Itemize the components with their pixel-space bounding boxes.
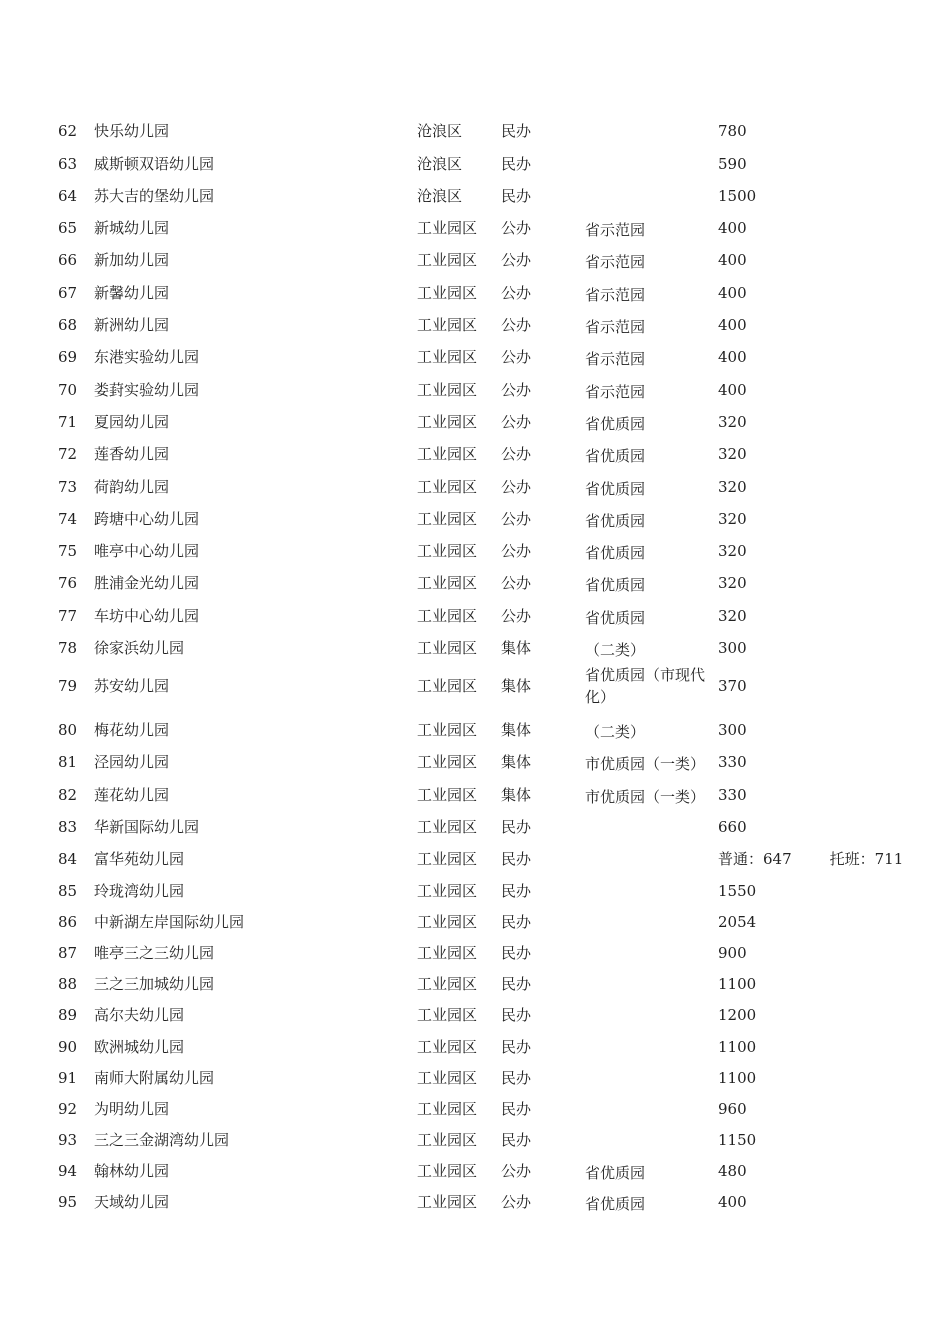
quality-level: 省优质园	[585, 609, 646, 627]
kindergarten-name: 快乐幼儿园	[94, 122, 170, 140]
district: 工业园区	[417, 1100, 478, 1118]
quality-level: 省优质园	[585, 447, 646, 465]
quality-level: 省示范园	[585, 383, 646, 401]
row-number: 69	[58, 348, 78, 366]
district: 工业园区	[417, 721, 478, 739]
row-number: 62	[58, 122, 78, 140]
district: 沧浪区	[417, 122, 463, 140]
ownership-type: 民办	[501, 1038, 532, 1056]
district: 工业园区	[417, 381, 478, 399]
kindergarten-name: 天域幼儿园	[94, 1193, 170, 1211]
ownership-type: 公办	[501, 381, 532, 399]
district: 工业园区	[417, 1006, 478, 1024]
ownership-type: 公办	[501, 542, 532, 560]
district: 工业园区	[417, 818, 478, 836]
row-number: 76	[58, 574, 78, 592]
kindergarten-name: 高尔夫幼儿园	[94, 1006, 185, 1024]
monthly-fee: 780	[718, 122, 747, 140]
district: 工业园区	[417, 753, 478, 771]
kindergarten-name: 华新国际幼儿园	[94, 818, 200, 836]
ownership-type: 公办	[501, 1162, 532, 1180]
monthly-fee: 900	[718, 944, 747, 962]
district: 工业园区	[417, 251, 478, 269]
monthly-fee: 320	[718, 607, 747, 625]
row-number: 73	[58, 478, 78, 496]
kindergarten-name: 三之三金湖湾幼儿园	[94, 1131, 230, 1149]
ownership-type: 公办	[501, 510, 532, 528]
district: 工业园区	[417, 1038, 478, 1056]
quality-level: 省优质园	[585, 1195, 646, 1213]
district: 工业园区	[417, 786, 478, 804]
district: 工业园区	[417, 975, 478, 993]
row-number: 71	[58, 413, 78, 431]
row-number: 74	[58, 510, 78, 528]
row-number: 64	[58, 187, 78, 205]
monthly-fee: 330	[718, 786, 747, 804]
row-number: 86	[58, 913, 78, 931]
monthly-fee: 400	[718, 251, 747, 269]
kindergarten-name: 新馨幼儿园	[94, 284, 170, 302]
ownership-type: 公办	[501, 251, 532, 269]
row-number: 78	[58, 639, 78, 657]
quality-level: 省优质园	[585, 512, 646, 530]
monthly-fee	[718, 850, 938, 868]
row-number: 92	[58, 1100, 78, 1118]
monthly-fee: 300	[718, 639, 747, 657]
ownership-type: 公办	[501, 445, 532, 463]
row-number: 65	[58, 219, 78, 237]
monthly-fee: 590	[718, 155, 747, 173]
ownership-type: 民办	[501, 187, 532, 205]
kindergarten-name: 南师大附属幼儿园	[94, 1069, 215, 1087]
kindergarten-name: 徐家浜幼儿园	[94, 639, 185, 657]
row-number: 89	[58, 1006, 78, 1024]
kindergarten-name: 娄葑实验幼儿园	[94, 381, 200, 399]
quality-level: 省优质园	[585, 480, 646, 498]
monthly-fee: 400	[718, 316, 747, 334]
quality-level: 市优质园（一类）	[585, 755, 706, 773]
kindergarten-name: 车坊中心幼儿园	[94, 607, 200, 625]
district: 工业园区	[417, 574, 478, 592]
ownership-type: 集体	[501, 721, 532, 739]
kindergarten-name: 苏安幼儿园	[94, 677, 170, 695]
row-number: 85	[58, 882, 78, 900]
row-number: 95	[58, 1193, 78, 1211]
monthly-fee: 330	[718, 753, 747, 771]
row-number: 79	[58, 677, 78, 695]
ownership-type: 民办	[501, 122, 532, 140]
fee-regular: 普通：647	[718, 850, 792, 868]
kindergarten-name: 唯亭中心幼儿园	[94, 542, 200, 560]
row-number: 75	[58, 542, 78, 560]
ownership-type: 民办	[501, 1100, 532, 1118]
row-number: 93	[58, 1131, 78, 1149]
row-number: 66	[58, 251, 78, 269]
district: 工业园区	[417, 944, 478, 962]
quality-level: （二类）	[585, 641, 646, 659]
district: 工业园区	[417, 316, 478, 334]
monthly-fee: 1100	[718, 1069, 757, 1087]
kindergarten-name: 富华苑幼儿园	[94, 850, 185, 868]
monthly-fee: 320	[718, 478, 747, 496]
monthly-fee: 1200	[718, 1006, 757, 1024]
district: 工业园区	[417, 478, 478, 496]
monthly-fee: 1500	[718, 187, 757, 205]
district: 工业园区	[417, 348, 478, 366]
row-number: 77	[58, 607, 78, 625]
monthly-fee: 480	[718, 1162, 747, 1180]
ownership-type: 公办	[501, 219, 532, 237]
district: 沧浪区	[417, 155, 463, 173]
kindergarten-name: 新加幼儿园	[94, 251, 170, 269]
kindergarten-name: 梅花幼儿园	[94, 721, 170, 739]
ownership-type: 公办	[501, 348, 532, 366]
monthly-fee: 400	[718, 1193, 747, 1211]
kindergarten-name: 苏大吉的堡幼儿园	[94, 187, 215, 205]
row-number: 88	[58, 975, 78, 993]
kindergarten-name: 中新湖左岸国际幼儿园	[94, 913, 245, 931]
monthly-fee: 320	[718, 542, 747, 560]
monthly-fee: 320	[718, 574, 747, 592]
quality-level: 省优质园	[585, 576, 646, 594]
district: 工业园区	[417, 913, 478, 931]
ownership-type: 公办	[501, 607, 532, 625]
kindergarten-name: 泾园幼儿园	[94, 753, 170, 771]
district: 工业园区	[417, 1069, 478, 1087]
row-number: 67	[58, 284, 78, 302]
district: 工业园区	[417, 1193, 478, 1211]
quality-level: 省优质园（市现代化）	[585, 666, 706, 706]
kindergarten-name: 跨塘中心幼儿园	[94, 510, 200, 528]
district: 工业园区	[417, 413, 478, 431]
row-number: 94	[58, 1162, 78, 1180]
district: 工业园区	[417, 284, 478, 302]
district: 工业园区	[417, 677, 478, 695]
row-number: 90	[58, 1038, 78, 1056]
kindergarten-name: 为明幼儿园	[94, 1100, 170, 1118]
row-number: 70	[58, 381, 78, 399]
monthly-fee: 320	[718, 413, 747, 431]
quality-level: 省示范园	[585, 286, 646, 304]
monthly-fee: 370	[718, 677, 747, 695]
monthly-fee: 1100	[718, 1038, 757, 1056]
kindergarten-name: 新洲幼儿园	[94, 316, 170, 334]
kindergarten-name: 翰林幼儿园	[94, 1162, 170, 1180]
monthly-fee: 320	[718, 510, 747, 528]
district: 工业园区	[417, 1131, 478, 1149]
row-number: 81	[58, 753, 78, 771]
ownership-type: 公办	[501, 1193, 532, 1211]
district: 工业园区	[417, 510, 478, 528]
fee-nursery: 托班：711	[829, 850, 904, 868]
ownership-type: 民办	[501, 155, 532, 173]
ownership-type: 民办	[501, 944, 532, 962]
row-number: 91	[58, 1069, 78, 1087]
kindergarten-name: 新城幼儿园	[94, 219, 170, 237]
ownership-type: 民办	[501, 1006, 532, 1024]
district: 工业园区	[417, 542, 478, 560]
ownership-type: 集体	[501, 677, 532, 695]
ownership-type: 民办	[501, 818, 532, 836]
ownership-type: 民办	[501, 1131, 532, 1149]
quality-level: 市优质园（一类）	[585, 788, 706, 806]
monthly-fee: 400	[718, 284, 747, 302]
quality-level: 省示范园	[585, 318, 646, 336]
quality-level: 省示范园	[585, 253, 646, 271]
district: 工业园区	[417, 1162, 478, 1180]
district: 工业园区	[417, 882, 478, 900]
ownership-type: 公办	[501, 478, 532, 496]
monthly-fee: 1550	[718, 882, 757, 900]
monthly-fee: 1150	[718, 1131, 757, 1149]
ownership-type: 公办	[501, 284, 532, 302]
monthly-fee: 400	[718, 348, 747, 366]
kindergarten-name: 东港实验幼儿园	[94, 348, 200, 366]
district: 工业园区	[417, 445, 478, 463]
quality-level: 省优质园	[585, 415, 646, 433]
row-number: 80	[58, 721, 78, 739]
kindergarten-name: 莲花幼儿园	[94, 786, 170, 804]
row-number: 72	[58, 445, 78, 463]
quality-level: 省优质园	[585, 1164, 646, 1182]
ownership-type: 集体	[501, 753, 532, 771]
quality-level: 省示范园	[585, 350, 646, 368]
row-number: 82	[58, 786, 78, 804]
monthly-fee: 400	[718, 219, 747, 237]
quality-level: 省示范园	[585, 221, 646, 239]
ownership-type: 民办	[501, 913, 532, 931]
district: 沧浪区	[417, 187, 463, 205]
kindergarten-name: 莲香幼儿园	[94, 445, 170, 463]
ownership-type: 集体	[501, 639, 532, 657]
kindergarten-name: 欧洲城幼儿园	[94, 1038, 185, 1056]
kindergarten-name: 胜浦金光幼儿园	[94, 574, 200, 592]
kindergarten-name: 玲珑湾幼儿园	[94, 882, 185, 900]
quality-level: 省优质园	[585, 544, 646, 562]
district: 工业园区	[417, 850, 478, 868]
monthly-fee: 300	[718, 721, 747, 739]
monthly-fee: 400	[718, 381, 747, 399]
monthly-fee: 960	[718, 1100, 747, 1118]
row-number: 63	[58, 155, 78, 173]
ownership-type: 民办	[501, 975, 532, 993]
ownership-type: 集体	[501, 786, 532, 804]
row-number: 68	[58, 316, 78, 334]
row-number: 87	[58, 944, 78, 962]
district: 工业园区	[417, 607, 478, 625]
ownership-type: 公办	[501, 316, 532, 334]
kindergarten-name: 威斯顿双语幼儿园	[94, 155, 215, 173]
row-number: 84	[58, 850, 78, 868]
ownership-type: 民办	[501, 1069, 532, 1087]
ownership-type: 公办	[501, 574, 532, 592]
kindergarten-name: 夏园幼儿园	[94, 413, 170, 431]
monthly-fee: 320	[718, 445, 747, 463]
kindergarten-name: 三之三加城幼儿园	[94, 975, 215, 993]
ownership-type: 民办	[501, 850, 532, 868]
quality-level: （二类）	[585, 723, 646, 741]
kindergarten-name: 荷韵幼儿园	[94, 478, 170, 496]
monthly-fee: 2054	[718, 913, 757, 931]
ownership-type: 民办	[501, 882, 532, 900]
monthly-fee: 660	[718, 818, 747, 836]
row-number: 83	[58, 818, 78, 836]
kindergarten-name: 唯亭三之三幼儿园	[94, 944, 215, 962]
monthly-fee: 1100	[718, 975, 757, 993]
district: 工业园区	[417, 219, 478, 237]
ownership-type: 公办	[501, 413, 532, 431]
district: 工业园区	[417, 639, 478, 657]
